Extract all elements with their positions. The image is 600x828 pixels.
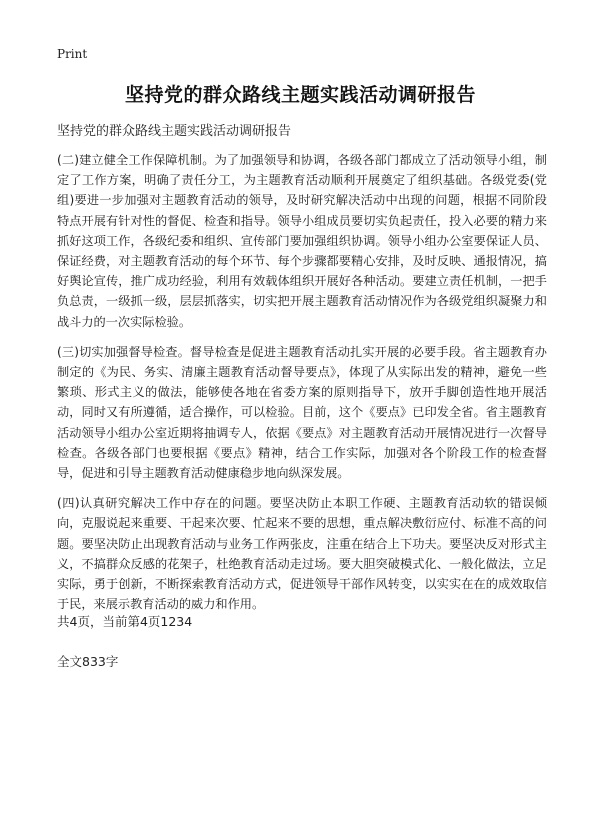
paragraph-section-2: (二)建立健全工作保障机制。为了加强领导和协调，各级各部门都成立了活动领导小组，制定了工作方案，明确了责任分工，为主题教育活动顺利开展奠定了组织基础。各级党委(党组)要进一步加强对主题教育活动的领导，及时研究解决活动中出现的问题，根据不同阶段特点开展有针对性的督促、检查和指导。领导小组成员要切实负起责任，投入必要的精力来抓好这项工作，各级纪委和组织、宣传部门要加强组织协调。领导小组办公室要保证人员、保证经费，对主题教育活动的每个环节、每个步骤都要精心安排，及时反映、通报情况，搞好舆论宣传，推广成功经验，利用有效载体组织开展好各种活动。要建立责任机制，一把手负总责，一级抓一级，层层抓落实，切实把开展主题教育活动情况作为各级党组织凝聚力和战斗力的一次实际检验。 xyxy=(57,153,547,329)
paragraph-section-4: (四)认真研究解决工作中存在的问题。要坚决防止本职工作硬、主题教育活动软的错误倾向，克服说起来重要、干起来次要、忙起来不要的思想，重点解决敷衍应付、标准不高的问题。要坚决防止出现教育活动与业务工作两张皮，注重在结合上下功夫。要坚决反对形式主义，不搞群众反感的花架子，杜绝教育活动走过场。要大胆突破模式化、一般化做法，立足实际，勇于创新，不断探索教育活动方式，促进领导干部作风转变，以实实在在的成效取信于民，来展示教育活动的威力和作用。 xyxy=(57,496,547,612)
paragraph-section-3: (三)切实加强督导检查。督导检查是促进主题教育活动扎实开展的必要手段。省主题教育办制定的《为民、务实、清廉主题教育活动督导要点》，体现了从实际出发的精神，避免一些繁琐、形式主义的做法，能够使各地在省委方案的原则指导下，放开手脚创造性地开展活动，同时又有所遵循，适合操作，可以检验。目前，这个《要点》已印发全省。省主题教育活动领导小组办公室近期将抽调专人，依据《要点》对主题教育活动开展情况进行一次督导检查。各级各部门也要根据《要点》精神，结合工作实际，加强对各个阶段工作的检查督导，促进和引导主题教育活动健康稳步地向纵深发展。 xyxy=(57,344,547,481)
document-subtitle: 坚持党的群众路线主题实践活动调研报告 xyxy=(57,124,292,139)
print-link[interactable]: Print xyxy=(57,47,88,61)
document-title: 坚持党的群众路线主题实践活动调研报告 xyxy=(124,84,476,106)
pagination-info[interactable]: 共4页，当前第4页1234 xyxy=(57,614,193,629)
word-count: 全文833字 xyxy=(57,654,119,669)
document-body xyxy=(57,150,547,624)
